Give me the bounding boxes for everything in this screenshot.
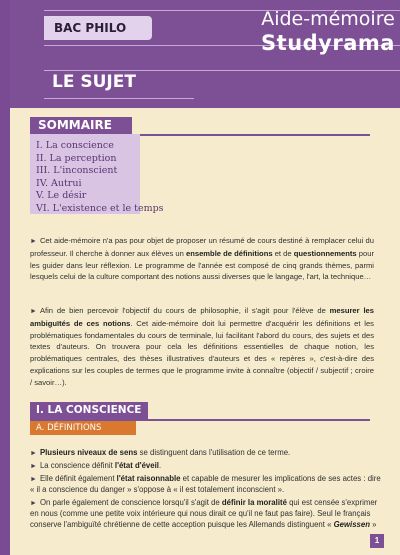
definition-line: conserve l'ambiguïté chrétienne de cette acception puisque les Allemands distinguent « Gewissen » xyxy=(30,520,377,529)
arrow-bullet-icon: ► xyxy=(30,308,37,315)
intro-paragraph-2: ► Afin de bien percevoir l'objectif du cours de philosophie, il s'agit pour l'élève de mesurer les ambiguïtés de ces notions. Cet aide-mémoire doit lui permettre d'acquérir les définitions et les problématiques fondamentales du cours de terminale, lui facilitant l'abord du cours, des sujets et des textes d'auteurs. On trouvera pour cela les définitions essentielles de chaque notion, les problématiques centrales, des thèses illustratives d'auteurs et des « repères », c'est-à-dire des explications sur les couples de termes que le programme invite à connaître (objectif / subjectif ; croire / savoir…). xyxy=(30,306,374,387)
definition-line: « il a conscience du danger » s'oppose à « il est totalement inconscient ». xyxy=(30,485,285,494)
header-rule xyxy=(44,70,400,71)
studyrama-logo xyxy=(260,8,396,60)
brand-bottom-text: Studyrama xyxy=(261,31,395,55)
sommaire-item[interactable]: VI. L'existence et le temps xyxy=(36,202,164,214)
sommaire-item[interactable]: V. Le désir xyxy=(36,190,87,202)
page-title: LE SUJET xyxy=(52,72,136,92)
arrow-bullet-icon: ► xyxy=(30,450,37,457)
definition-line: ► La conscience définit l'état d'éveil. xyxy=(30,461,162,470)
arrow-bullet-icon: ► xyxy=(30,476,37,483)
arrow-bullet-icon: ► xyxy=(30,500,37,507)
title-underline xyxy=(44,98,194,99)
left-accent-bar xyxy=(0,0,10,555)
definition-line: ► Elle définit également l'état raisonnable et capable de mesurer les implications de ses actes : dire xyxy=(30,474,381,483)
definition-line: en nous (comme une petite voix intérieure qui nous dirait ce qu'il ne faut pas faire). Seul le français xyxy=(30,509,371,518)
sommaire-item[interactable]: II. La perception xyxy=(36,152,117,164)
definition-line: ► On parle également de conscience lorsqu'il s'agit de définir la moralité qui est censée s'exprimer xyxy=(30,498,378,507)
arrow-bullet-icon: ► xyxy=(30,238,37,245)
definition-line: ► Plusieurs niveaux de sens se distinguent dans l'utilisation de ce terme. xyxy=(30,448,291,457)
brand-top-text: Aide-mémoire xyxy=(261,8,395,30)
subsection-heading: A. DÉFINITIONS xyxy=(30,421,136,435)
arrow-bullet-icon: ► xyxy=(30,463,37,470)
sommaire-item[interactable]: III. L'inconscient xyxy=(36,165,118,177)
section-heading: I. LA CONSCIENCE xyxy=(30,402,148,419)
sommaire-item[interactable]: I. La conscience xyxy=(36,140,114,151)
bac-philo-label: BAC PHILO xyxy=(44,16,152,40)
sommaire-heading: SOMMAIRE xyxy=(30,117,132,134)
intro-paragraph-1: ► Cet aide-mémoire n'a pas pour objet de proposer un résumé de cours destiné à remplacer celui du professeur. Il cherche à donner aux élèves un ensemble de définitions et de questionnements pour les guider dans leur réflexion. Le programme de l'année est composé de cinq grands thèmes, parmi lesquels celui de la culture comportant des notions aussi diverses que le langage, l'art, la technique… xyxy=(30,236,374,282)
sommaire-item[interactable]: IV. Autrui xyxy=(36,177,82,189)
page-number: 1 xyxy=(370,534,384,548)
sommaire-list xyxy=(30,134,164,214)
